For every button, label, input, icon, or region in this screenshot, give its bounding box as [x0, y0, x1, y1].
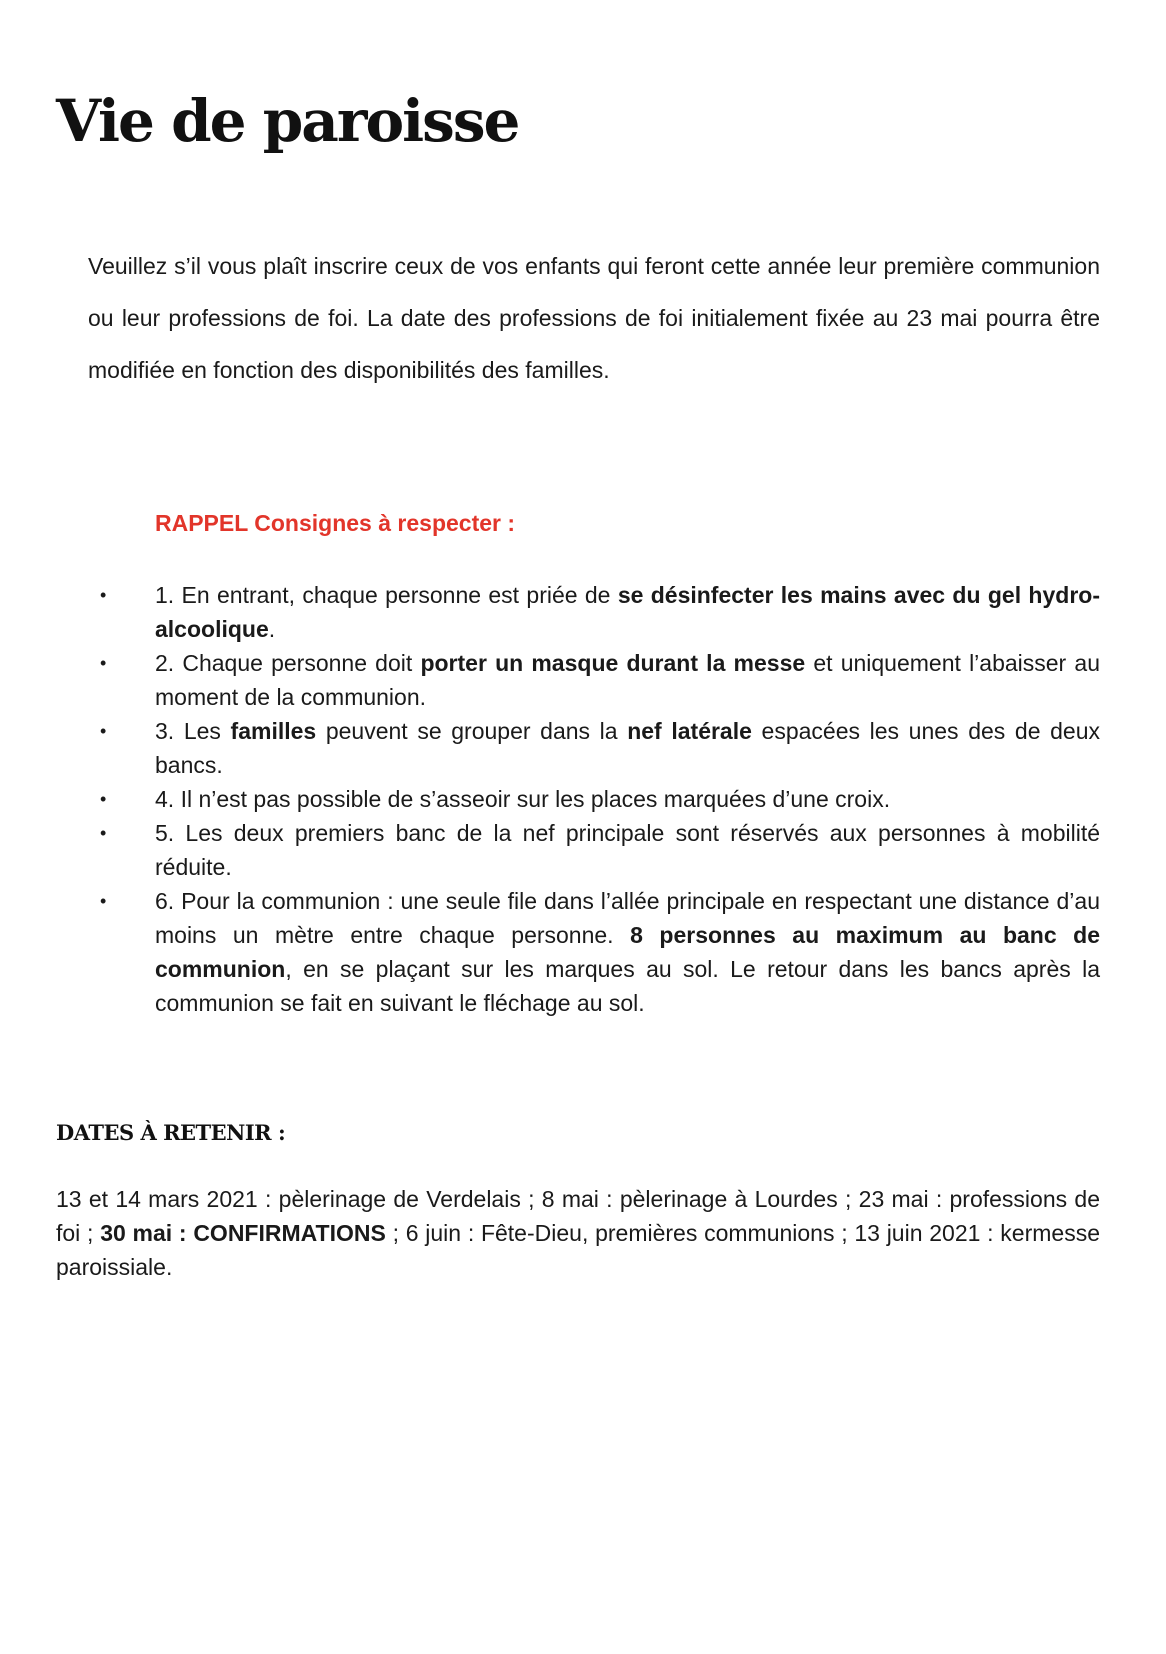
bullet-icon: • [100, 721, 107, 741]
rule-emphasis: familles [230, 718, 317, 744]
intro-paragraph: Veuillez s’il vous plaît inscrire ceux de vos enfants qui feront cette année leur première communion ou leur professions de foi. La date des professions de foi initialement fixée au 23 mai pourra être modifiée en fonction des disponibilités des familles. [88, 253, 1100, 383]
rule-text: espacées les unes des de deux bancs. [155, 718, 1101, 778]
bullet-icon: • [100, 789, 107, 809]
rules-list [100, 578, 1100, 1020]
rule-item [100, 816, 1100, 884]
rule-text: 6. Pour la communion : une seule file dans l’allée principale en respectant une distance d’au moins un mètre entre chaque personne. [155, 888, 1100, 948]
rule-text: peuvent se grouper dans la [316, 718, 628, 744]
dates-emphasis: 30 mai : CONFIRMATIONS [100, 1220, 386, 1246]
rule-text: 3. Les [155, 718, 231, 744]
rule-item [100, 646, 1100, 714]
rule-text: . [268, 616, 276, 642]
rule-emphasis: 8 personnes au maximum au banc de communion [155, 922, 1100, 982]
rule-item [100, 578, 1100, 646]
rule-text: 4. Il n’est pas possible de s’asseoir sur les places marquées d’une croix. [155, 786, 891, 812]
rule-emphasis: nef latérale [627, 718, 752, 744]
bullet-icon: • [100, 585, 107, 605]
rule-text: et uniquement l’abaisser au moment de la communion. [155, 650, 1100, 710]
bullet-icon: • [100, 891, 107, 911]
rule-text: , en se plaçant sur les marques au sol. Le retour dans les bancs après la communion se fait en suivant le fléchage au sol. [155, 956, 1100, 1016]
rule-item [100, 714, 1100, 782]
rule-text: 1. En entrant, chaque personne est priée de [155, 582, 618, 608]
rule-item [100, 884, 1100, 1020]
rule-item [100, 782, 1100, 816]
page-title: Vie de paroisse [56, 87, 519, 155]
rule-emphasis: se désinfecter les mains avec du gel hydro-alcoolique [155, 582, 1100, 642]
rule-text: 5. Les deux premiers banc de la nef principale sont réservés aux personnes à mobilité réduite. [155, 820, 1100, 880]
bullet-icon: • [100, 823, 107, 843]
dates-paragraph [56, 1182, 1100, 1284]
dates-heading: DATES À RETENIR : [56, 1120, 286, 1145]
rule-emphasis: porter un masque durant la messe [420, 650, 806, 676]
bullet-icon: • [100, 653, 107, 673]
dates-text: ; 6 juin : Fête-Dieu, premières communions ; 13 juin 2021 : kermesse paroissiale. [56, 1220, 1100, 1280]
rappel-heading: RAPPEL Consignes à respecter : [155, 510, 516, 536]
dates-text: 13 et 14 mars 2021 : pèlerinage de Verdelais ; 8 mai : pèlerinage à Lourdes ; 23 mai : professions de foi ; [56, 1186, 1100, 1246]
rule-text: 2. Chaque personne doit [155, 650, 421, 676]
